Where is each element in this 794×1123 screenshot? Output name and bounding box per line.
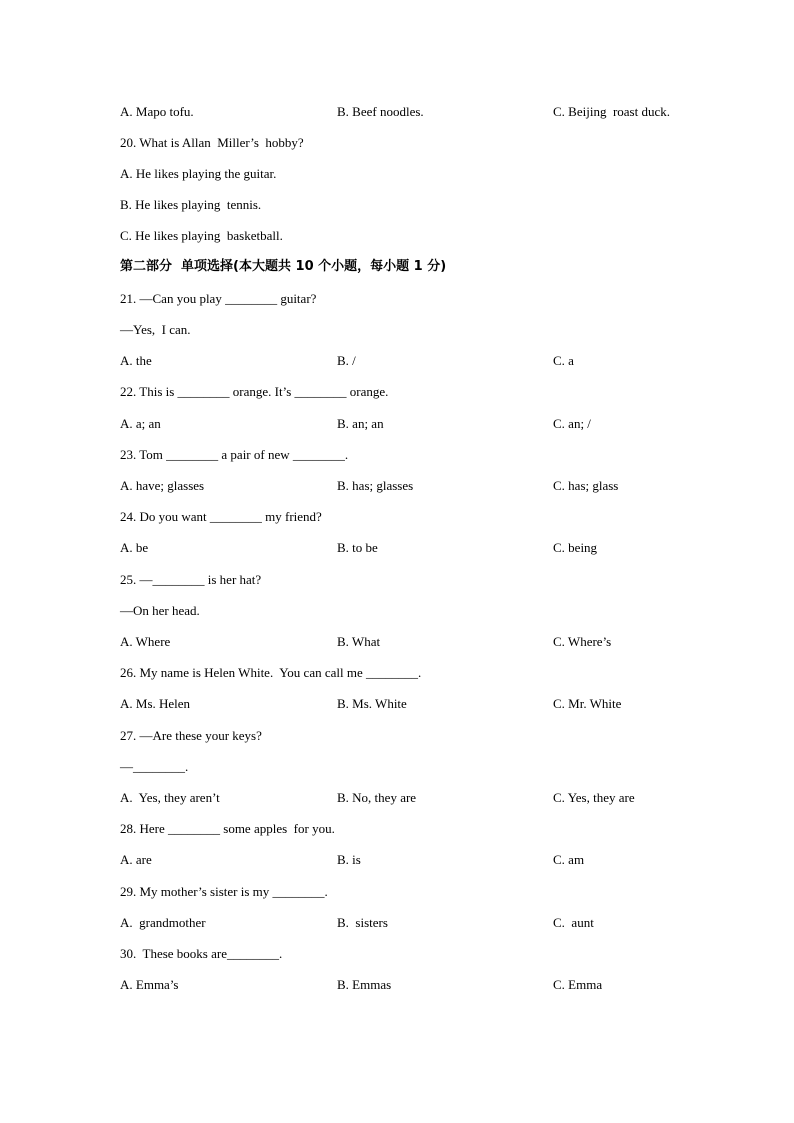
q28-option-a: A. are <box>120 852 152 867</box>
q19-option-b: B. Beef noodles. <box>337 104 424 119</box>
q29-option-a: A. grandmother <box>120 915 206 930</box>
q20-option-c: C. He likes playing basketball. <box>120 228 283 243</box>
q21-option-a: A. the <box>120 353 152 368</box>
q24-option-c: C. being <box>553 540 598 555</box>
q27-stem: 27. —Are these your keys? <box>120 728 262 743</box>
q29-option-c: C. aunt <box>553 915 594 930</box>
q27-response: —________. <box>120 759 189 774</box>
q27-option-c: C. Yes, they are <box>553 790 635 805</box>
q21-stem: 21. —Can you play ________ guitar? <box>120 291 317 306</box>
q30-option-c: C. Emma <box>553 977 603 992</box>
section-heading: 第二部分 单项选择(本大题共 10 个小题，每小题 1 分) <box>120 259 447 274</box>
q28-stem: 28. Here ________ some apples for you. <box>120 821 335 836</box>
q25-option-b: B. What <box>337 634 381 649</box>
q25-response: —On her head. <box>120 603 200 618</box>
q21-option-c: C. a <box>553 353 574 368</box>
q23-option-c: C. has; glass <box>553 478 619 493</box>
q20-option-b: B. He likes playing tennis. <box>120 197 262 212</box>
q21-response: —Yes, I can. <box>120 322 191 337</box>
q25-stem: 25. —________ is her hat? <box>120 572 262 587</box>
q23-option-b: B. has; glasses <box>337 478 414 493</box>
q19-option-a: A. Mapo tofu. <box>120 104 194 119</box>
q19-option-c: C. Beijing roast duck. <box>553 104 670 119</box>
q30-option-b: B. Emmas <box>337 977 392 992</box>
q22-option-c: C. an; / <box>553 416 591 431</box>
q21-option-b: B. / <box>337 353 356 368</box>
q24-option-a: A. be <box>120 540 149 555</box>
q27-option-b: B. No, they are <box>337 790 417 805</box>
q30-stem: 30. These books are________. <box>120 946 283 961</box>
q23-option-a: A. have; glasses <box>120 478 205 493</box>
q20-stem: 20. What is Allan Miller’s hobby? <box>120 135 304 150</box>
q28-option-c: C. am <box>553 852 585 867</box>
q23-stem: 23. Tom ________ a pair of new ________. <box>120 447 349 462</box>
q28-option-b: B. is <box>337 852 361 867</box>
q26-stem: 26. My name is Helen White. You can call me ________. <box>120 665 422 680</box>
q26-option-a: A. Ms. Helen <box>120 696 191 711</box>
q24-stem: 24. Do you want ________ my friend? <box>120 509 322 524</box>
q24-option-b: B. to be <box>337 540 378 555</box>
q20-option-a: A. He likes playing the guitar. <box>120 166 277 181</box>
q27-option-a: A. Yes, they aren’t <box>120 790 220 805</box>
q26-option-c: C. Mr. White <box>553 696 622 711</box>
q25-option-c: C. Where’s <box>553 634 612 649</box>
q22-option-a: A. a; an <box>120 416 161 431</box>
q30-option-a: A. Emma’s <box>120 977 179 992</box>
q26-option-b: B. Ms. White <box>337 696 407 711</box>
q29-stem: 29. My mother’s sister is my ________. <box>120 884 328 899</box>
q22-stem: 22. This is ________ orange. It’s ________ orange. <box>120 384 389 399</box>
q22-option-b: B. an; an <box>337 416 384 431</box>
q29-option-b: B. sisters <box>337 915 388 930</box>
q25-option-a: A. Where <box>120 634 171 649</box>
